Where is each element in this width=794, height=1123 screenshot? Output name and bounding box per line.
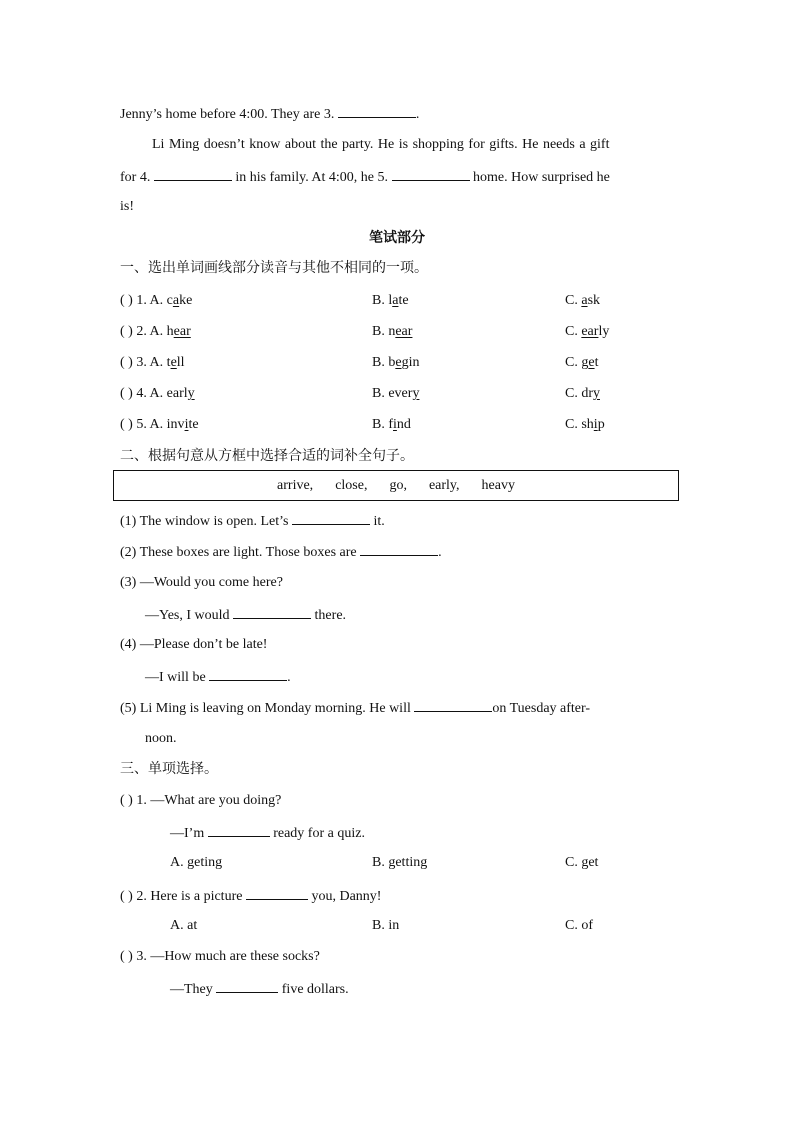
part2-question-4-answer: —I will be . [145,667,291,687]
question-option-b: B. near [372,324,413,339]
question-option-c: C. get [565,355,599,370]
question-option-a: ( ) 1. A. cake [120,293,193,308]
part3-question-3-answer: —They five dollars. [170,979,349,999]
section-title: 笔试部分 [369,230,425,246]
passage-text: . [415,107,420,122]
answer-blank[interactable] [292,511,370,525]
question-option-b: B. find [372,417,411,432]
answer-blank[interactable] [246,886,308,900]
part3-question-3: ( ) 3. —How much are these socks? [120,949,320,964]
answer-blank[interactable] [414,698,492,712]
passage-line-4: is! [120,199,134,214]
answer-blank[interactable] [338,104,416,118]
passage-text: in his family. At 4:00, he 5. [235,170,389,185]
answer-blank[interactable] [216,979,278,993]
question-option-c: C. dry [565,386,600,401]
part3-question-1-answer: —I’m ready for a quiz. [170,823,365,843]
passage-text: Jenny’s home before 4:00. They are 3. [120,107,335,122]
question-option-c: C. early [565,324,610,339]
part3-question-2: ( ) 2. Here is a picture you, Danny! [120,886,381,906]
passage-line-1 [120,104,419,124]
part2-question-4: (4) —Please don’t be late! [120,637,268,652]
part2-question-2: (2) These boxes are light. Those boxes are . [120,542,442,562]
word-bank-item: heavy [481,478,515,493]
question-option-a: ( ) 2. A. hear [120,324,191,339]
answer-blank[interactable] [209,667,287,681]
part3-q2-option-c: C. of [565,918,593,933]
word-bank-item: early, [428,478,460,493]
part3-q2-option-a: A. at [170,918,198,933]
word-bank-box [113,470,679,501]
question-option-a: ( ) 3. A. tell [120,355,185,370]
question-option-c: C. ask [565,293,601,308]
question-option-a: ( ) 5. A. invite [120,417,199,432]
question-option-a: ( ) 4. A. early [120,386,195,401]
passage-line-2: Li Ming doesn’t know about the party. He is shopping for gifts. He needs a gift [152,137,610,152]
word-bank [114,478,678,494]
part3-question-1: ( ) 1. —What are you doing? [120,793,282,808]
part3-heading: 三、单项选择。 [120,761,218,777]
answer-blank[interactable] [392,167,470,181]
answer-blank[interactable] [233,605,311,619]
part3-q1-option-c: C. get [565,855,599,870]
part2-question-1: (1) The window is open. Let’s it. [120,511,385,531]
part3-q2-option-b: B. in [372,918,400,933]
word-bank-item: close, [335,478,368,493]
answer-blank[interactable] [360,542,438,556]
part2-question-3-answer: —Yes, I would there. [145,605,346,625]
answer-blank[interactable] [154,167,232,181]
part2-question-5-cont: noon. [145,731,177,746]
part1-heading: 一、选出单词画线部分读音与其他不相同的一项。 [120,260,428,276]
question-option-b: B. every [372,386,420,401]
answer-blank[interactable] [208,823,270,837]
passage-line-3 [120,167,610,187]
part3-q1-option-a: A. geting [170,855,223,870]
passage-text: home. How surprised he [473,170,610,185]
part2-question-3: (3) —Would you come here? [120,575,283,590]
passage-text: for 4. [120,170,151,185]
question-option-c: C. ship [565,417,605,432]
part3-q1-option-b: B. getting [372,855,428,870]
question-option-b: B. late [372,293,409,308]
word-bank-item: go, [389,478,407,493]
question-option-b: B. begin [372,355,420,370]
word-bank-item: arrive, [277,478,314,493]
part2-heading: 二、根据句意从方框中选择合适的词补全句子。 [120,448,414,464]
part2-question-5: (5) Li Ming is leaving on Monday morning. He will on Tuesday after- [120,698,590,718]
